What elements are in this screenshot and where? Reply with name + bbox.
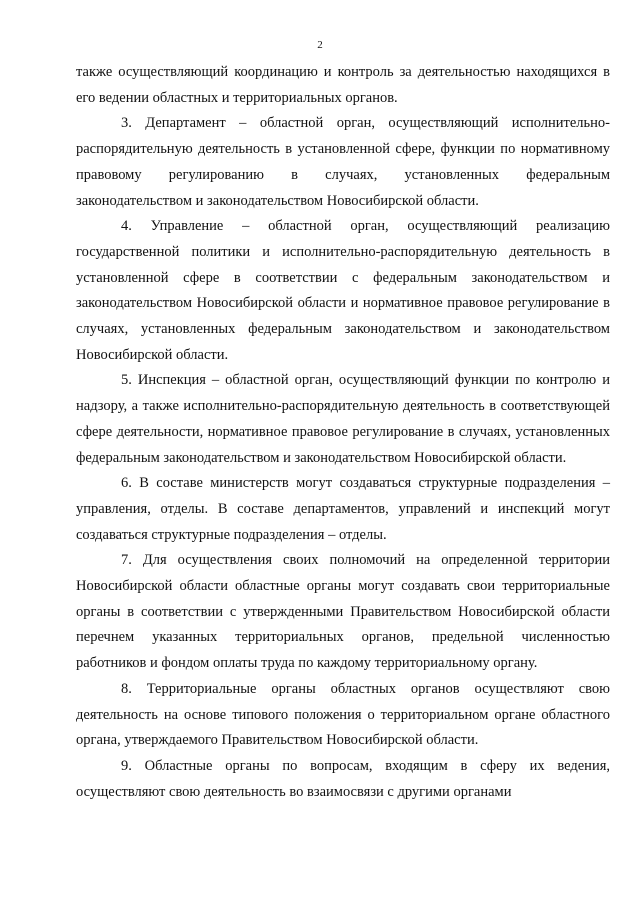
paragraph-5-inspection: 5. Инспекция – областной орган, осуществляющий функции по контролю и надзору, а также исполнительно-распорядительную деятельность в соответствующей сфере деятельности, нормативное правовое регулирование в случаях, установленных федеральным законодательством и законодательством Новосибирской области. [76,372,610,466]
page-number: 2 [317,39,323,51]
paragraph-9-interaction: 9. Областные органы по вопросам, входящим в сферу их ведения, осуществляют свою деятельность во взаимосвязи с другими органами [76,757,610,800]
document-body [76,60,610,805]
paragraph-8-regulation: 8. Территориальные органы областных органов осуществляют свою деятельность на основе типового положения о территориальном органе областного органа, утверждаемого Правительством Новосибирской области. [76,680,610,749]
paragraph-4-administration: 4. Управление – областной орган, осуществляющий реализацию государственной политики и исполнительно-распорядительную деятельность в установленной сфере в соответствии с федеральным законодательством и законодательством Новосибирской области и нормативное правовое регулирование в случаях, установленных федеральным законодательством и законодательством Новосибирской области. [76,218,610,363]
paragraph-7-territorial-bodies: 7. Для осуществления своих полномочий на определенной территории Новосибирской области областные органы могут создавать свои территориальные органы в соответствии с утвержденными Правительством Новосибирской области перечнем указанных территориальных органов, предельной численностью работников и фондом оплаты труда по каждому территориальному органу. [76,552,610,672]
paragraph-continuation: также осуществляющий координацию и контроль за деятельностью находящихся в его ведении областных и территориальных органов. [76,64,610,106]
paragraph-6-structural-units: 6. В составе министерств могут создаваться структурные подразделения – управления, отделы. В составе департаментов, управлений и инспекций могут создаваться структурные подразделения – отделы. [76,475,610,543]
paragraph-3-department: 3. Департамент – областной орган, осуществляющий исполнительно-распорядительную деятельность в установленной сфере, функции по нормативному правовому регулированию в случаях, установленных федеральным законодательством и законодательством Новосибирской области. [76,115,610,209]
